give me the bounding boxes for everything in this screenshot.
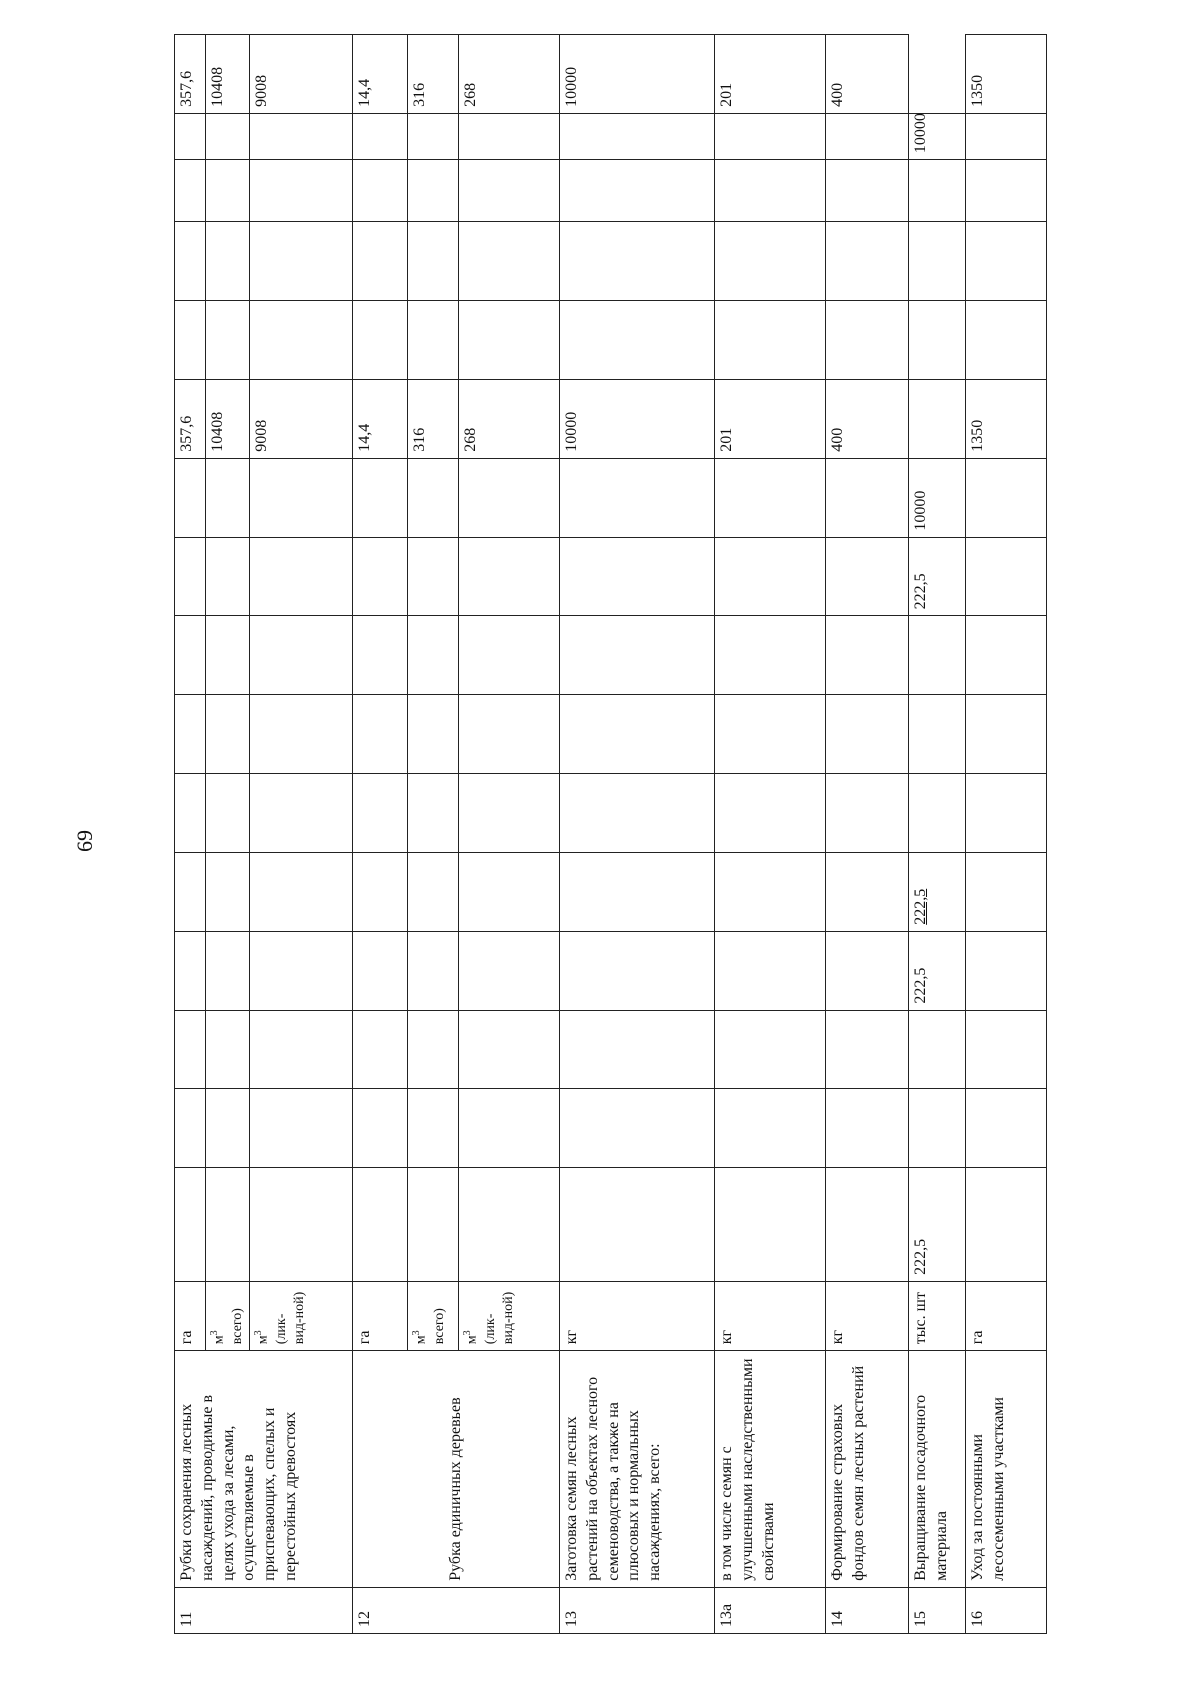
value-cell: 222,5 [909, 1168, 966, 1282]
forestry-table [174, 34, 1047, 1634]
row-number: 11 [175, 1587, 353, 1633]
value-cell: 10000 [560, 379, 715, 458]
row-number: 15 [909, 1587, 966, 1633]
activity-name: Выращивание посадочного материала [909, 1351, 966, 1588]
value-cell: 316 [408, 35, 459, 114]
activity-name: Рубка единичных деревьев [353, 1351, 560, 1588]
row-number: 12 [353, 1587, 560, 1633]
value-cell: 400 [826, 35, 909, 114]
value-cell: 268 [459, 35, 560, 114]
value-cell: 201 [715, 35, 826, 114]
value-cell: 10408 [206, 379, 250, 458]
row-number: 14 [826, 1587, 909, 1633]
value-cell: 10000 [909, 113, 966, 159]
value-cell: 1350 [966, 35, 1047, 114]
unit-cell: кг [715, 1281, 826, 1350]
value-cell: 14,4 [353, 35, 408, 114]
row-number: 16 [966, 1587, 1047, 1633]
value-cell: 357,6 [175, 35, 206, 114]
unit-cell: тыс. шт [909, 1281, 966, 1350]
activity-name: Заготовка семян лесных растений на объектах лесного семеноводства, а также на плюсовых и нормальных насаждениях, всего: [560, 1351, 715, 1588]
unit-cell: кг [560, 1281, 715, 1350]
row-number: 13а [715, 1587, 826, 1633]
value-cell: 1350 [966, 379, 1047, 458]
activity-name: Уход за постоянными лесосеменными участками [966, 1351, 1047, 1588]
value-cell: 222,5 [909, 852, 966, 931]
value-cell: 222,5 [909, 931, 966, 1010]
activity-name: в том числе семян с улучшенными наследственными свойствами [715, 1351, 826, 1588]
table-row [560, 35, 715, 1634]
value-cell: 400 [826, 379, 909, 458]
row-number: 13 [560, 1587, 715, 1633]
unit-cell: $м^3$ всего) [408, 1281, 459, 1350]
value-cell: 10000 [560, 35, 715, 114]
table-row [966, 35, 1047, 1634]
activity-name: Формирование страховых фондов семян лесных растений [826, 1351, 909, 1588]
table-row [715, 35, 826, 1634]
page-number: 69 [72, 830, 97, 852]
activity-name: Рубки сохранения лесных насаждений, проводимые в целях ухода за лесами, осуществляемые в приспевающих, спелых и перестойных древостоях [175, 1351, 353, 1588]
value-cell: 268 [459, 379, 560, 458]
unit-cell: $м^3$ всего) [206, 1281, 250, 1350]
unit-cell: га [966, 1281, 1047, 1350]
unit-cell: $м^3$ (лик-вид-ной) [250, 1281, 353, 1350]
value-cell: 10000 [909, 458, 966, 537]
value-cell: 9008 [250, 379, 353, 458]
value-cell: 316 [408, 379, 459, 458]
table-row [909, 35, 966, 1634]
unit-cell: $м^3$ (лик-вид-ной) [459, 1281, 560, 1350]
unit-cell: га [353, 1281, 408, 1350]
unit-cell: га [175, 1281, 206, 1350]
value-cell: 201 [715, 379, 826, 458]
value-cell: 222,5 [909, 537, 966, 616]
value-cell: 14,4 [353, 379, 408, 458]
table-row [353, 35, 408, 1634]
unit-cell: кг [826, 1281, 909, 1350]
table-row [175, 35, 206, 1634]
value-cell: 9008 [250, 35, 353, 114]
value-cell: 10408 [206, 35, 250, 114]
rotated-table-wrapper [174, 34, 1030, 1634]
value-cell: 357,6 [175, 379, 206, 458]
table-row [826, 35, 909, 1634]
